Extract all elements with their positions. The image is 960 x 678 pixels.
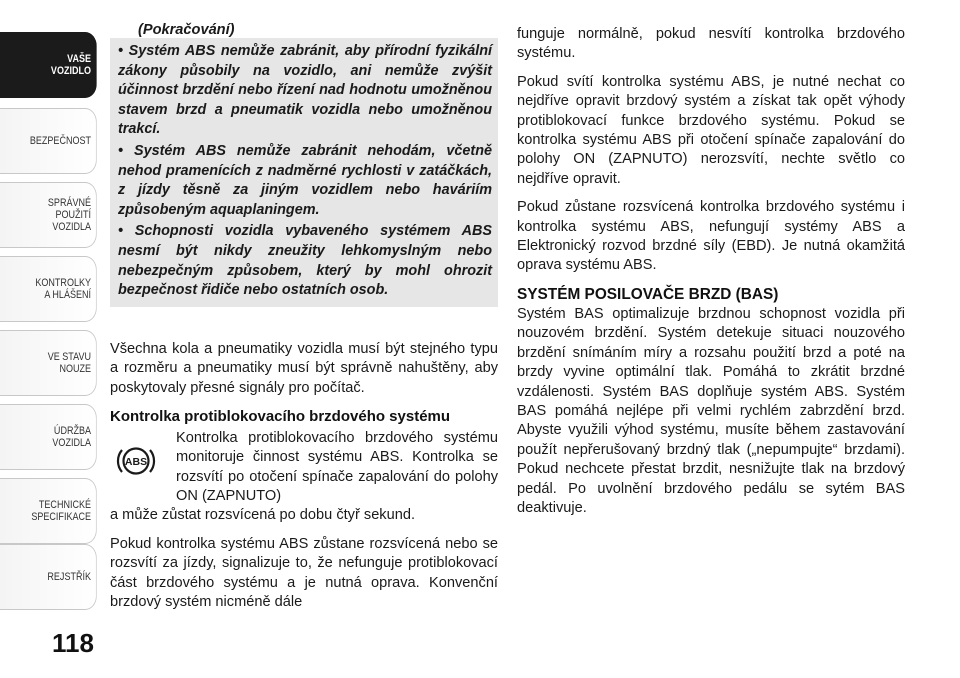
paragraph: Kontrolka protiblokovacího brzdového systému monitoruje činnost systému ABS. Kontrolka se rozsvítí po otočení spínače zapalování do polohy ON (ZAPNUTO)	[176, 429, 498, 505]
abs-icon-text: ABS	[124, 455, 148, 468]
tab-spravne-pouziti-vozidla[interactable]	[0, 182, 97, 248]
abs-warning-light-block	[110, 429, 498, 507]
section-sidebar	[0, 0, 102, 678]
tab-vase-vozidlo[interactable]	[0, 32, 97, 98]
tab-label: SPRÁVNÉ POUŽITÍ VOZIDLA	[47, 197, 92, 233]
paragraph: funguje normálně, pokud nesvítí kontrolka brzdového systému.	[517, 26, 905, 62]
tab-ve-stavu-nouze[interactable]	[0, 330, 97, 396]
paragraph: Pokud kontrolka systému ABS zůstane rozsvícená nebo se rozsvítí za jízdy, signalizuje to, že nefunguje protiblokovací část brzdového systému a je nutná oprava. Konvenční brzdový systém nicméně dále	[110, 535, 498, 611]
tab-label: VE STAVU NOUZE	[47, 351, 92, 375]
paragraph: Systém BAS optimalizuje brzdnou schopnost vozidla při nouzovém brzdění. Systém detekuje situaci nouzového brzdění snímáním míry a rozsahu použití brzd a poté na brzdy vyvine optimální tlak. Pomáhá to zkrátit brzdné vzdálenosti. Systém BAS doplňuje systém ABS. Systém BAS pomáhá nejlépe při velmi rychlém zabrzdění brzd. Abyste využili výhod systému, musíte během zastavování použít nepřerušovaný brzdný tlak („nepumpujte“ brzdami). Pokud nechcete přestat brzdit, nesnižujte tlak na brzdový pedál. Po uvolnění brzdového pedálu se sytém BAS deaktivuje.	[517, 305, 905, 516]
tab-label: BEZPEČNOST	[29, 135, 92, 147]
tab-label: REJSTŘÍK	[47, 571, 92, 583]
tab-udrzba-vozidla[interactable]	[0, 404, 97, 470]
left-body	[110, 340, 498, 621]
warning-item: • Schopnosti vozidla vybaveného systémem ABS nesmí být nikdy zneužity lehkomyslným nebo nebezpečným způsobem, který by mohl ohrozit bezpečnost řidiče nebo ostatních osob.	[118, 223, 492, 299]
warning-box	[110, 38, 498, 307]
tab-bezpecnost[interactable]	[0, 108, 97, 174]
tab-technicke-specifikace[interactable]	[0, 478, 97, 544]
warning-item: • Systém ABS nemůže zabránit nehodám, včetně nehod pramenících z nadměrné rychlosti v zatáčkách, z jízdy těsně za jiným vozidlem nebo haváriím způsobeným aquaplaningem.	[118, 142, 492, 218]
warning-item: • Systém ABS nemůže zabránit, aby přírodní fyzikální zákony působily na vozidlo, ani nemůže zvýšit účinnost brzdění nebo řízení nad hodnotu umožněnou stavem brzd a pneumatik vozidla nebo umožněnou trakcí.	[118, 43, 492, 138]
tab-rejstrik[interactable]	[0, 544, 97, 610]
paragraph: Všechna kola a pneumatiky vozidla musí být stejného typu a rozměru a pneumatiky musí být správně nahuštěny, aby poskytovaly přesné signály pro počítač.	[110, 341, 498, 396]
paragraph: a může zůstat rozsvícená po dobu čtyř sekund.	[110, 507, 416, 524]
continued-label: (Pokračování)	[138, 22, 235, 38]
page-number: 118	[52, 628, 94, 658]
right-body	[517, 25, 905, 527]
section-heading: SYSTÉM POSILOVAČE BRZD (BAS)	[517, 285, 779, 303]
tab-label: TECHNICKÉ SPECIFIKACE	[31, 499, 92, 523]
abs-warning-light-icon	[116, 443, 156, 479]
tab-label: ÚDRŽBA VOZIDLA	[52, 425, 92, 449]
tab-label: VAŠE VOZIDLO	[50, 53, 92, 77]
tab-kontrolky-a-hlaseni[interactable]	[0, 256, 97, 322]
paragraph: Pokud svítí kontrolka systému ABS, je nutné nechat co nejdříve opravit brzdový systém a získat tak opět výhody protiblokovací funkce brzdového systému. Pokud se kontrolka systému ABS při otočení spínače zapalování do polohy ON (ZAPNUTO) nerozsvítí, nechte světlo co nejdříve opravit.	[517, 73, 905, 187]
tab-label: KONTROLKY A HLÁŠENÍ	[35, 277, 92, 301]
section-heading: Kontrolka protiblokovacího brzdového systému	[110, 408, 451, 426]
paragraph: Pokud zůstane rozsvícená kontrolka brzdového systému i kontrolka systému ABS, nefungují systémy ABS a Elektronický rozvod brzdné síly (EBD). Je nutná okamžitá oprava systému ABS.	[517, 199, 905, 274]
